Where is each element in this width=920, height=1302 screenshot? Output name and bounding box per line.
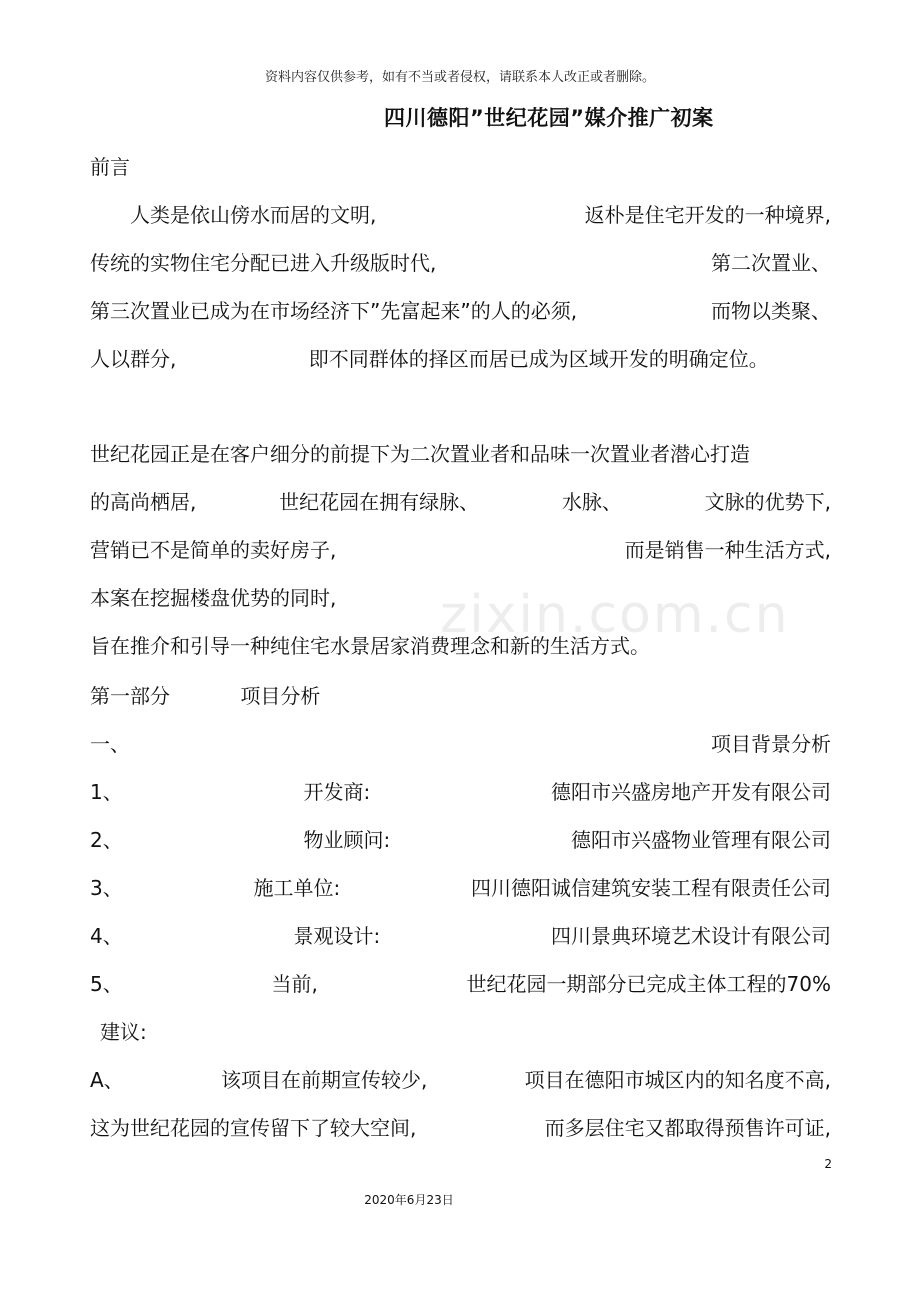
item-number: 2、: [90, 828, 123, 852]
item-value: 德阳市兴盛房地产开发有限公司: [550, 780, 831, 804]
text-segment: 项目在德阳市城区内的知名度不高,: [524, 1068, 831, 1092]
text-segment: 而多层住宅又都取得预售许可证,: [544, 1116, 831, 1140]
item-value: 世纪花园一期部分已完成主体工程的70%: [466, 972, 831, 996]
item-label: 景观设计:: [293, 924, 381, 948]
footer-date: 2020年6月23日: [364, 1193, 454, 1207]
text-segment: 这为世纪花园的宣传留下了较大空间,: [90, 1116, 417, 1140]
part-number: 第一部分: [90, 684, 170, 708]
paragraph-line: 本案在挖掘楼盘优势的同时,: [90, 586, 337, 610]
item-number: 4、: [90, 924, 123, 948]
list-item: [90, 920, 831, 949]
text-segment: 第二次置业、: [711, 251, 831, 275]
preface-heading: 前言: [90, 155, 130, 179]
disclaimer-header: 资料内容仅供参考，如有不当或者侵权，请联系本人改正或者删除。: [264, 70, 655, 85]
text-segment: 世纪花园在拥有绿脉、: [279, 490, 480, 514]
text-segment: 该项目在前期宣传较少,: [220, 1068, 428, 1092]
document-title: 四川德阳”世纪花园”媒介推广初案: [384, 106, 714, 130]
text-segment: 第三次置业已成为在市场经济下”先富起来”的人的必须,: [90, 299, 578, 323]
section-title: 项目背景分析: [711, 732, 831, 756]
item-number: 3、: [90, 876, 123, 900]
text-segment: 水脉、: [561, 490, 622, 514]
text-segment: 而物以类聚、: [711, 299, 831, 323]
item-label: 施工单位:: [253, 876, 341, 900]
text-segment: 传统的实物住宅分配已进入升级版时代,: [90, 251, 437, 275]
item-value: 四川景典环境艺术设计有限公司: [550, 924, 831, 948]
list-item: [90, 872, 831, 901]
part-heading: [90, 680, 320, 709]
section-number: 一、: [90, 732, 130, 756]
text-segment: 的高尚栖居,: [90, 490, 197, 514]
item-number: 5、: [90, 972, 123, 996]
item-label: 开发商:: [303, 780, 371, 804]
text-segment: 返朴是住宅开发的一种境界,: [584, 203, 831, 227]
text-segment: 即不同群体的择区而居已成为区域开发的明确定位。: [308, 347, 769, 371]
item-value: 四川德阳诚信建筑安装工程有限责任公司: [470, 876, 831, 900]
list-item: [90, 968, 831, 997]
text-segment: 人类是依山傍水而居的文明,: [130, 203, 377, 227]
suggestion-heading: 建议:: [100, 1020, 147, 1044]
text-segment: 而是销售一种生活方式,: [624, 538, 831, 562]
paragraph-line: [90, 1064, 831, 1093]
item-label: 当前,: [271, 972, 318, 996]
page-number: 2: [824, 1157, 832, 1171]
list-item: [90, 824, 831, 853]
list-item: [90, 776, 831, 805]
item-label: 物业顾问:: [303, 828, 391, 852]
text-segment: 文脉的优势下,: [704, 490, 831, 514]
section-heading: [90, 728, 831, 757]
paragraph-line: [90, 295, 831, 324]
text-segment: A、: [90, 1068, 124, 1092]
paragraph-line: [90, 247, 831, 276]
text-segment: 营销已不是简单的卖好房子,: [90, 538, 337, 562]
paragraph-line: [130, 199, 831, 228]
paragraph-line: 世纪花园正是在客户细分的前提下为二次置业者和品味一次置业者潜心打造: [90, 442, 750, 466]
paragraph-line: [90, 343, 769, 372]
paragraph-line: [90, 486, 831, 515]
item-value: 德阳市兴盛物业管理有限公司: [570, 828, 831, 852]
paragraph-line: [90, 1112, 831, 1141]
part-title: 项目分析: [240, 684, 321, 708]
item-number: 1、: [90, 780, 123, 804]
watermark: zixin.com.cn: [440, 585, 790, 645]
text-segment: 人以群分,: [90, 347, 177, 371]
paragraph-line: [90, 534, 831, 563]
paragraph-line: 旨在推介和引导一种纯住宅水景居家消费理念和新的生活方式。: [90, 634, 650, 658]
